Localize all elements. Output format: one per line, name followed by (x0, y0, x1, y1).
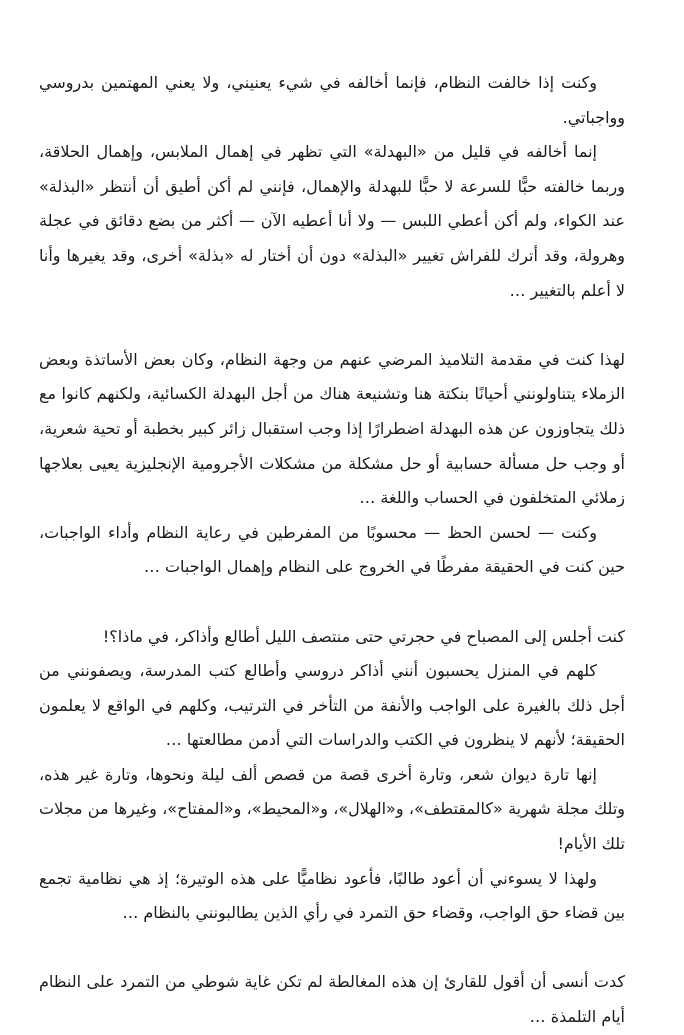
paragraph-2: إنما أخالفه في قليل من «البهدلة» التي تظهر في إهمال الملابس، وإهمال الحلاقة، وربما خالفته حبًّا للسرعة لا حبًّا للبهدلة والإهمال، فإنني لم أكن أطيق أن أنتظر «البذلة» عند الكواء، ولم أكن أعطي اللبس — ولا أنا أعطيه الآن — أكثر من بضع دقائق في عجلة وهرولة، وقد أترك للفراش تغيير «البذلة» دون أن أختار له «بذلة» أخرى، وقد يغيرها وأنا لا أعلم بالتغيير … (39, 142, 625, 300)
paragraph-6: كلهم في المنزل يحسبون أنني أذاكر دروسي وأطالع كتب المدرسة، ويصفونني من أجل ذلك بالغيرة على الواجب والأنفة من التأخر في الترتيب، وكلهم في الواقع لا يعلمون الحقيقة؛ لأنهم لا ينظرون في الكتب والدراسات التي أدمن مطالعتها … (39, 661, 625, 750)
paragraph-9: كدت أنسى أن أقول للقارئ إن هذه المغالطة لم تكن غاية شوطي من التمرد على النظام أيام التلمذة … (39, 972, 625, 1027)
paragraph-5: كنت أجلس إلى المصباح في حجرتي حتى منتصف الليل أطالع وأذاكر، في ماذا؟! (102, 626, 625, 646)
paragraph-7: إنها تارة ديوان شعر، وتارة أخرى قصة من قصص ألف ليلة ونحوها، وتارة غير هذه، وتلك مجلة شهرية «كالمقتطف»، و«الهلال»، و«المحيط»، و«المفتاح»، وغيرها من مجلات تلك الأيام! (39, 764, 625, 854)
paragraph-1: وكنت إذا خالفت النظام، فإنما أخالفه في شيء يعنيني، ولا يعني المهتمين بدروسي وواجباتي. (39, 73, 625, 127)
document-page (39, 66, 625, 1035)
paragraph-gap (39, 931, 625, 966)
paragraph-3: لهذا كنت في مقدمة التلاميذ المرضي عنهم من وجهة النظام، وكان بعض الأساتذة وبعض الزملاء يتناولونني أحيانًا بنكتة هنا وتشنيعة هناك من أجل البهدلة الكسائية، ولكنهم كانوا مع ذلك يتجاوزون عن هذه البهدلة اضطرارًا إذا وجب استقبال زائر كبير بخطبة أو تحية شعرية، أو وجب حل مسألة حسابية أو حل مشكلة من مشكلات الأجرومية الإنجليزية يعيى بعلاجها زملائي المتخلفون في الحساب واللغة … (39, 349, 625, 508)
paragraph-4: وكنت — لحسن الحظ — محسوبًا من المفرطين في رعاية النظام وأداء الواجبات، حين كنت في الحقيقة مفرطًا في الخروج على النظام وإهمال الواجبات … (39, 522, 625, 577)
paragraph-8: ولهذا لا يسوءني أن أعود طالبًا، فأعود نظاميًّا على هذه الوتيرة؛ إذ هي نظامية تجمع بين قضاء حق الواجب، وقضاء حق التمرد في رأي الذين يطالبونني بالنظام … (39, 868, 625, 923)
paragraph-gap (39, 308, 625, 343)
paragraph-gap (39, 585, 625, 620)
